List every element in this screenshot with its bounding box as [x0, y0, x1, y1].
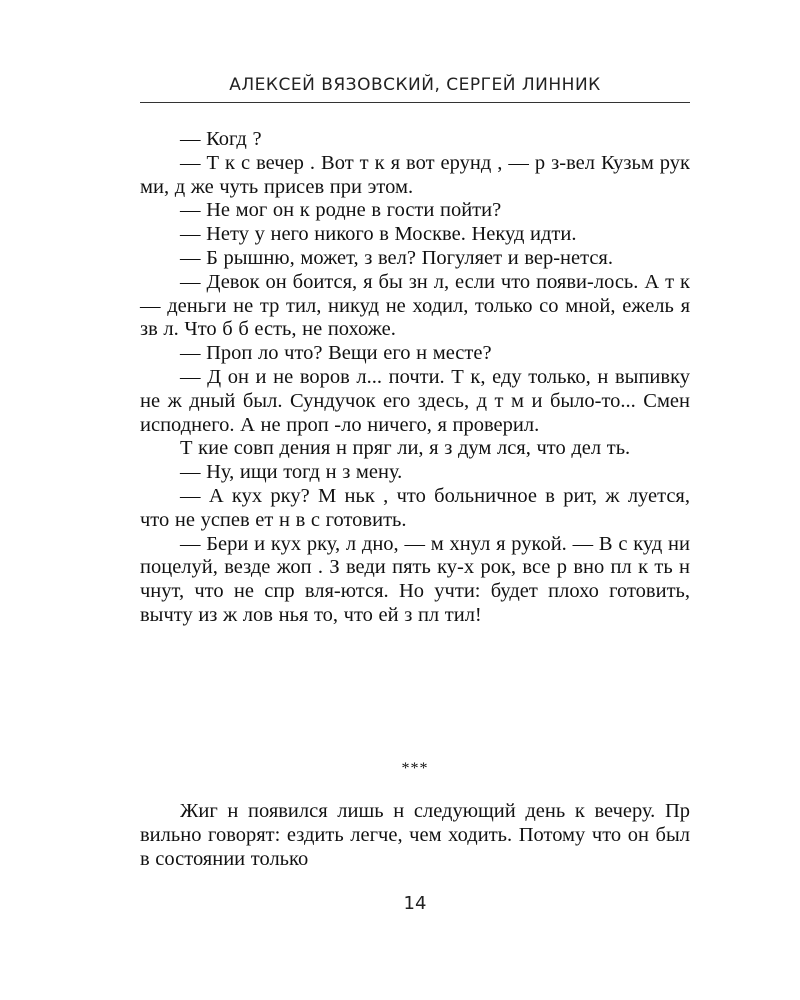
- paragraph: — Ну, ищи тогд н з мену.: [180, 461, 403, 484]
- paragraph: — Б рышню, может, з вел? Погуляет и вер-нется.: [180, 246, 613, 269]
- paragraph: — Бери и кух рку, л дно, — м хнул я рукой. — В с куд ни поцелуй, везде жоп . З веди пять ку-х рок, все р вно пл к ть н чнут, что не спр вля-ются. Но учти: будет плохо готовить, вычту из ж лов нья то, что ей з пл тил!: [140, 532, 690, 626]
- paragraph: Жиг н появился лишь н следующий день к вечеру. Пр вильно говорят: ездить легче, чем ходить. Потому что он был в состоянии только: [140, 800, 690, 870]
- paragraph: — Т к с вечер . Вот т к я вот ерунд , — р з-вел Кузьм рук ми, д же чуть присев при этом.: [140, 151, 690, 198]
- paragraph: — Проп ло что? Вещи его н месте?: [180, 342, 492, 365]
- closing-section: [140, 800, 690, 871]
- paragraph: Т кие совп дения н пряг ли, я з дум лся, что дел ть.: [180, 437, 631, 460]
- dialogue-section: [140, 128, 690, 628]
- page-number: 14: [403, 893, 427, 914]
- paragraph: — Нету у него никого в Москве. Некуд идти.: [180, 223, 577, 246]
- paragraph: — Д он и не воров л... почти. Т к, еду только, н выпивку не ж дный был. Сундучок его здесь, д т м и было-то... Смен исподнего. А не проп -ло ничего, я проверил.: [140, 365, 690, 436]
- paragraph: — Когд ?: [180, 128, 262, 150]
- paragraph: — Девок он боится, я бы зн л, если что появи-лось. А т к — деньги не тр тил, никуд не ходил, только со мной, ежель я зв л. Что б б есть, не похоже.: [140, 270, 690, 341]
- section-separator: ***: [401, 760, 429, 777]
- paragraph: — Не мог он к родне в гости пойти?: [180, 199, 502, 222]
- running-header: АЛЕКСЕЙ ВЯЗОВСКИЙ, СЕРГЕЙ ЛИННИК: [229, 75, 601, 95]
- paragraph: — А кух рку? М ньк , что больничное в рит, ж луется, что не успев ет н в с готовить.: [140, 484, 690, 531]
- header-rule: [140, 102, 690, 103]
